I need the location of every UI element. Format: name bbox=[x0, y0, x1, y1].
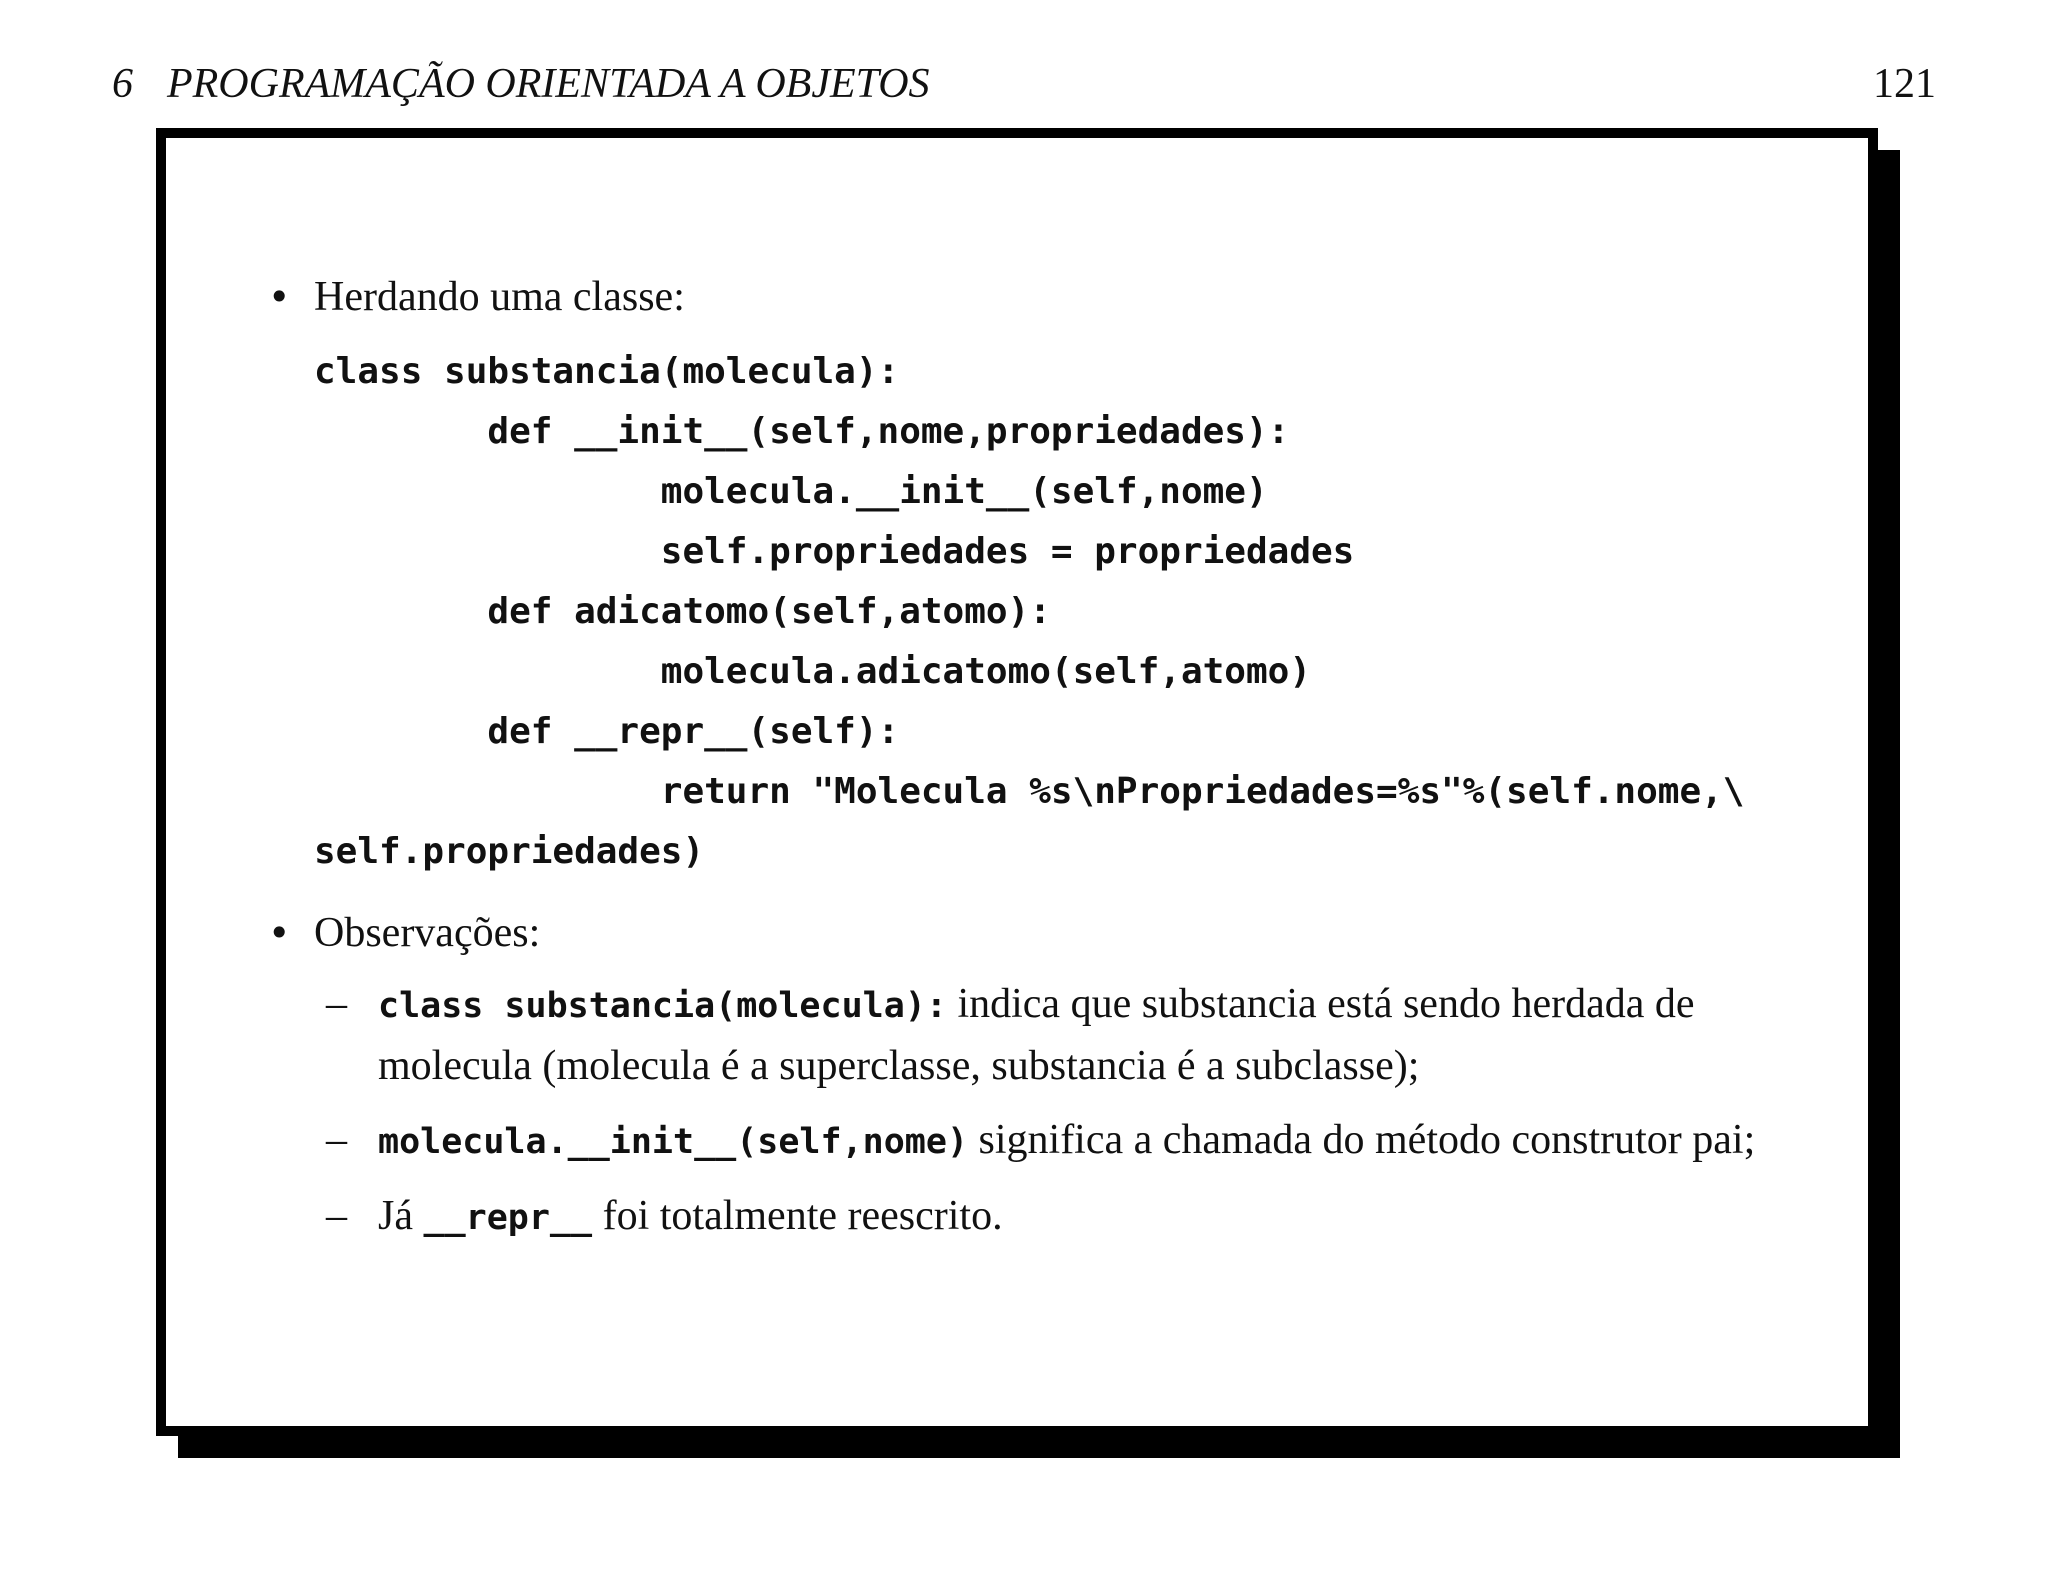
code-line: molecula.adicatomo(self,atomo) bbox=[314, 651, 1311, 692]
bullet-label: Herdando uma classe: bbox=[314, 274, 685, 320]
code-line: self.propriedades) bbox=[314, 831, 705, 872]
code-line: molecula.__init__(self,nome) bbox=[314, 471, 1268, 512]
observation-item bbox=[326, 974, 1828, 1096]
observation-item bbox=[326, 1186, 1828, 1248]
code-line: def __init__(self,nome,propriedades): bbox=[314, 411, 1290, 452]
bullet-marker: • bbox=[268, 911, 291, 955]
code-line: def adicatomo(self,atomo): bbox=[314, 591, 1051, 632]
code-line: def __repr__(self): bbox=[314, 711, 900, 752]
observation-text: indica que substancia está sendo herdada de molecula (molecula é a superclasse, substancia é a subclasse); bbox=[378, 981, 1695, 1089]
chapter-heading bbox=[112, 54, 930, 114]
observation-item bbox=[326, 1110, 1828, 1172]
code-line: class substancia(molecula): bbox=[314, 351, 900, 392]
inline-code: __repr__ bbox=[423, 1198, 593, 1238]
dash-marker: – bbox=[326, 981, 347, 1027]
observation-text: foi totalmente reescrito. bbox=[592, 1193, 1003, 1239]
chapter-title: PROGRAMAÇÃO ORIENTADA A OBJETOS bbox=[167, 61, 930, 107]
bullet-label: Observações: bbox=[314, 910, 541, 956]
dash-marker: – bbox=[326, 1117, 347, 1163]
page-header bbox=[112, 54, 1936, 114]
chapter-number: 6 bbox=[112, 61, 133, 107]
code-line: self.propriedades = propriedades bbox=[314, 531, 1355, 572]
code-block bbox=[314, 342, 1828, 882]
observation-prefix: Já bbox=[378, 1193, 424, 1239]
observations-list bbox=[326, 974, 1828, 1248]
inline-code: molecula.__init__(self,nome) bbox=[378, 1122, 969, 1162]
bullet-marker: • bbox=[268, 275, 291, 319]
bullet-inheritance bbox=[268, 268, 1828, 326]
inline-code: class substancia(molecula): bbox=[378, 986, 947, 1026]
dash-marker: – bbox=[326, 1193, 347, 1239]
slide-frame bbox=[156, 128, 1878, 1436]
code-line: return "Molecula %s\nPropriedades=%s"%(self.nome,\ bbox=[314, 771, 1745, 812]
bullet-observations bbox=[268, 904, 1828, 962]
slide-content bbox=[268, 268, 1828, 1262]
observation-text: significa a chamada do método construtor pai; bbox=[968, 1117, 1756, 1163]
page-number: 121 bbox=[1873, 61, 1936, 107]
